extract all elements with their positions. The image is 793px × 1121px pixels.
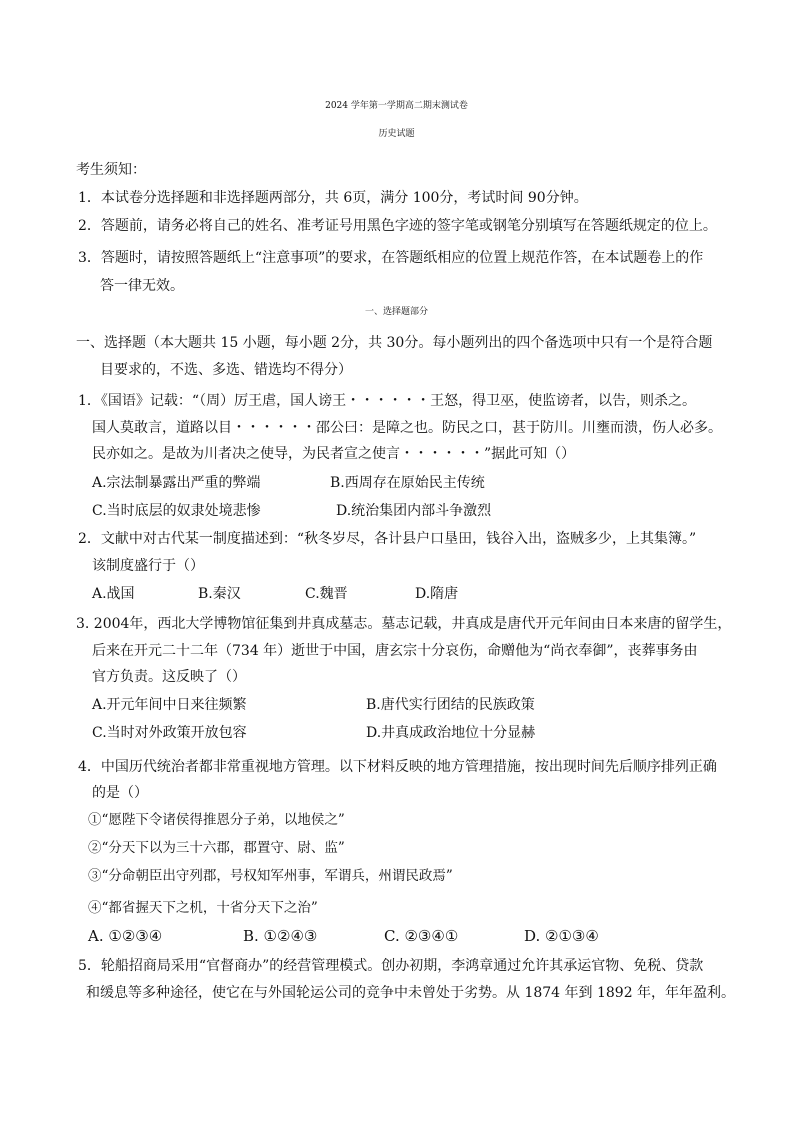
- q4-line-2: 的是（）: [92, 785, 148, 801]
- q4-item-2: ②“分天下以为三十六郡，郡置守、尉、监”: [88, 840, 345, 856]
- exam-title: 2024 学年第一学期高二期末测试卷: [325, 101, 468, 111]
- q1-option-b: B.西周存在原始民主传统: [330, 475, 485, 491]
- q1-option-c: C.当时底层的奴隶处境悲惨: [92, 503, 261, 519]
- q3-option-b: B.唐代实行团结的民族政策: [366, 697, 535, 713]
- exam-subtitle: 历史试题: [378, 129, 415, 139]
- q4-option-d: D. ②①③④: [524, 927, 599, 945]
- q1-option-a: A.宗法制暴露出严重的弊端: [92, 475, 261, 491]
- notice-heading: 考生须知：: [76, 162, 146, 178]
- q3-line-3: 官方负责。这反映了（）: [92, 669, 246, 685]
- notice-item-3-line-1: 3．答题时，请按照答题纸上“注意事项”的要求，在答题纸相应的位置上规范作答，在本试题卷上的作: [78, 250, 704, 266]
- q1-line-1: 1．《国语》记载：“（周）厉王虐，国人谤王・・・・・・王怒，得卫巫，使监谤者，以告，则杀之。: [78, 393, 697, 409]
- q4-item-1: ①“愿陛下令诸侯得推恩分子弟，以地侯之”: [88, 812, 345, 828]
- q4-item-4: ④“都省握天下之机，十省分天下之治”: [88, 900, 318, 916]
- q1-line-2: 国人莫敢言，道路以目・・・・・・邵公曰：是障之也。防民之口，甚于防川。川壅而溃，伤人必多。: [92, 420, 722, 436]
- q1-option-d: D.统治集团内部斗争激烈: [336, 503, 492, 519]
- q3-line-2: 后来在开元二十二年（734 年）逝世于中国，唐玄宗十分哀伤，命赠他为“尚衣奉御”，丧葬事务由: [92, 643, 698, 659]
- q3-option-c: C.当时对外政策开放包容: [92, 725, 247, 741]
- q4-option-a: A. ①②③④: [88, 927, 163, 945]
- q2-line-2: 该制度盛行于（）: [92, 558, 204, 574]
- notice-item-2: 2．答题前，请务必将自己的姓名、准考证号用黑色字迹的签字笔或钢笔分别填写在答题纸规定的位上。: [78, 218, 717, 234]
- q4-option-c: C. ②③④①: [384, 927, 459, 945]
- q3-line-1: 3. 2004年，西北大学博物馆征集到井真成墓志。墓志记载，井真成是唐代开元年间由日本来唐的留学生，: [76, 616, 732, 632]
- q2-option-d: D.隋唐: [415, 586, 459, 602]
- q4-line-1: 4．中国历代统治者都非常重视地方管理。以下材料反映的地方管理措施，按出现时间先后顺序排列正确: [78, 759, 717, 775]
- section-intro-line-1: 一、选择题（本大题共 15 小题，每小题 2分，共 30分。每小题列出的四个备选项中只有一个是符合题: [76, 335, 713, 351]
- notice-item-3-line-2: 答一律无效。: [100, 278, 184, 294]
- q2-option-b: B.秦汉: [198, 586, 241, 602]
- section-title: 一、选择题部分: [364, 307, 428, 317]
- notice-item-1: 1．本试卷分选择题和非选择题两部分，共 6页，满分 100分，考试时间 90分钟。: [78, 190, 588, 206]
- q4-option-b: B. ①②④③: [243, 927, 318, 945]
- q3-option-d: D.井真成政治地位十分显赫: [366, 725, 536, 741]
- q3-option-a: A.开元年间中日来往频繁: [92, 697, 247, 713]
- q2-line-1: 2．文献中对古代某一制度描述到：“秋冬岁尽，各计县户口垦田，钱谷入出，盗贼多少，上其集簿。”: [78, 531, 697, 547]
- q4-item-3: ③“分命朝臣出守列郡，号权知军州事，军谓兵，州谓民政焉”: [88, 868, 453, 884]
- q2-option-c: C.魏晋: [305, 586, 348, 602]
- section-intro-line-2: 目要求的，不选、多选、错选均不得分）: [100, 362, 352, 378]
- q1-line-3: 民亦如之。是故为川者决之使导，为民者宣之使言・・・・・・”据此可知（）: [92, 446, 576, 462]
- q5-line-2: 和缓息等多种途径，使它在与外国轮运公司的竞争中未曾处于劣势。从 1874 年到 1892 年，年年盈利。: [86, 985, 736, 1001]
- q5-line-1: 5．轮船招商局采用“官督商办”的经营管理模式。创办初期，李鸿章通过允许其承运官物、免税、贷款: [78, 958, 704, 974]
- q2-option-a: A.战国: [92, 586, 135, 602]
